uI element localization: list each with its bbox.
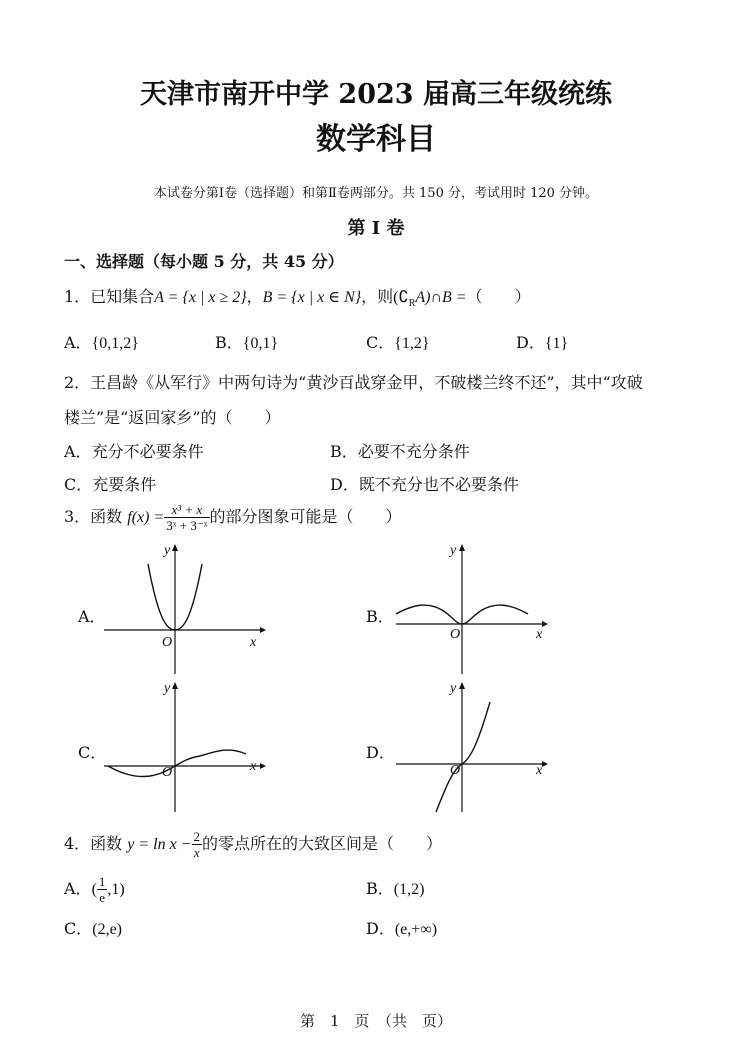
q4-numerator: 2 — [193, 829, 201, 844]
option-label: B． — [215, 333, 243, 352]
axis-y-label: y — [450, 543, 457, 558]
option-value: (1,2) — [393, 881, 425, 898]
option-label: C． — [366, 333, 395, 352]
q2-option-d[interactable] — [330, 472, 519, 495]
option-fraction — [97, 874, 108, 905]
question-3-stem — [64, 502, 402, 533]
section-heading: 一、选择题（每小题 5 分，共 45 分） — [64, 252, 344, 271]
q3-numerator: x³ + x — [164, 502, 209, 518]
q1-set-b: B = {x | x ∈ N} — [262, 289, 362, 306]
q4-expression: y = ln x − — [127, 836, 192, 853]
option-value: {0,1} — [242, 335, 279, 352]
option-label: B． — [366, 879, 394, 898]
origin-label: O — [162, 635, 173, 650]
q1-option-c[interactable] — [366, 330, 430, 353]
q1-option-d[interactable] — [516, 330, 568, 353]
axis-x-label: x — [536, 627, 543, 642]
q2-option-b[interactable] — [330, 439, 470, 462]
option-label: D． — [366, 919, 395, 938]
q1-stem-then: ，则 — [361, 287, 394, 306]
q3-option-d-label[interactable]: D． — [366, 743, 395, 762]
q1-option-b[interactable] — [215, 330, 278, 353]
option-value: 既不充分也不必要条件 — [358, 475, 519, 494]
option-numerator: 1 — [98, 874, 106, 889]
option-label: B． — [330, 442, 358, 461]
question-4-stem — [64, 829, 442, 860]
axis-y-label: y — [450, 681, 457, 696]
q3-graph-a — [100, 542, 270, 677]
q1-expression: A)∩B = — [415, 289, 467, 306]
subject-title: 数学科目 — [316, 122, 436, 157]
option-label: A． — [64, 879, 92, 898]
q4-stem-text: 4．函数 — [64, 834, 123, 853]
exam-title: 天津市南开中学 2023 届高三年级统练 — [140, 79, 612, 110]
q4-option-b[interactable] — [366, 876, 424, 899]
option-label: A． — [64, 442, 92, 461]
page-footer: 第 1 页 （共 页） — [299, 1012, 453, 1030]
q1-option-a[interactable] — [64, 330, 139, 353]
q1-separator: ， — [246, 287, 263, 306]
axis-x-label: x — [250, 635, 257, 650]
option-value: {1,2} — [394, 335, 430, 352]
question-1-stem — [64, 284, 531, 309]
q1-answer-paren: （ ） — [466, 287, 531, 306]
option-label: D． — [516, 333, 545, 352]
question-2-line-1: 2．王昌龄《从军行》中两句诗为“黄沙百战穿金甲，不破楼兰终不还”，其中“攻破 — [64, 373, 643, 392]
option-label: D． — [330, 475, 359, 494]
origin-label: O — [162, 765, 173, 780]
q4-fraction — [192, 829, 203, 860]
q1-set-a: A = {x | x ≥ 2} — [154, 289, 247, 306]
q3-fraction — [164, 502, 209, 533]
exam-intro: 本试卷分第Ⅰ卷（选择题）和第Ⅱ卷两部分。共 150 分，考试用时 120 分钟。 — [153, 186, 599, 201]
option-value: (2,e) — [92, 921, 123, 938]
q3-denominator: 3ˣ + 3⁻ˣ — [166, 518, 208, 533]
q4-option-c[interactable] — [64, 916, 122, 939]
option-value: {1} — [544, 335, 569, 352]
q3-option-c-label[interactable]: C． — [78, 743, 107, 762]
axis-x-label: x — [536, 763, 543, 778]
option-value: 必要不充分条件 — [357, 442, 470, 461]
option-label: A． — [64, 333, 92, 352]
q4-option-d[interactable] — [366, 916, 437, 939]
option-value: (e,+∞) — [394, 921, 438, 938]
axis-x-label: x — [250, 759, 257, 774]
option-value: {0,1,2} — [91, 335, 139, 352]
axis-y-label: y — [164, 543, 171, 558]
origin-label: O — [450, 627, 461, 642]
q4-option-a[interactable] — [64, 874, 125, 905]
axis-y-label: y — [164, 681, 171, 696]
q3-graph-c — [100, 680, 270, 815]
option-label: C． — [64, 475, 93, 494]
option-value: 充要条件 — [92, 475, 157, 494]
part-heading: 第 Ⅰ 卷 — [347, 218, 405, 239]
option-denominator: e — [99, 890, 106, 905]
origin-label: O — [450, 763, 461, 778]
q1-complement: (∁ — [393, 289, 409, 306]
option-value: 充分不必要条件 — [91, 442, 204, 461]
q1-complement-sub: R — [408, 298, 416, 310]
q1-stem-text: 1．已知集合 — [64, 287, 155, 306]
q4-denominator: x — [193, 845, 200, 860]
option-label: C． — [64, 919, 93, 938]
option-open-paren: ( — [91, 881, 97, 898]
q3-option-a-label[interactable]: A． — [78, 607, 106, 626]
q3-function-name: f(x) = — [127, 509, 165, 526]
q3-graph-d — [392, 680, 552, 815]
q3-stem-text: 3．函数 — [64, 507, 123, 526]
q2-option-c[interactable] — [64, 472, 156, 495]
option-value-rest: ,1) — [107, 881, 125, 898]
q3-graph-b — [392, 542, 552, 677]
q3-stem-rest: 的部分图象可能是（ ） — [209, 507, 402, 526]
q2-option-a[interactable] — [64, 439, 204, 462]
question-2-line-2: 楼兰”是“返回家乡”的（ ） — [64, 408, 281, 427]
q4-stem-rest: 的零点所在的大致区间是（ ） — [202, 834, 443, 853]
q3-option-b-label[interactable]: B． — [366, 607, 394, 626]
